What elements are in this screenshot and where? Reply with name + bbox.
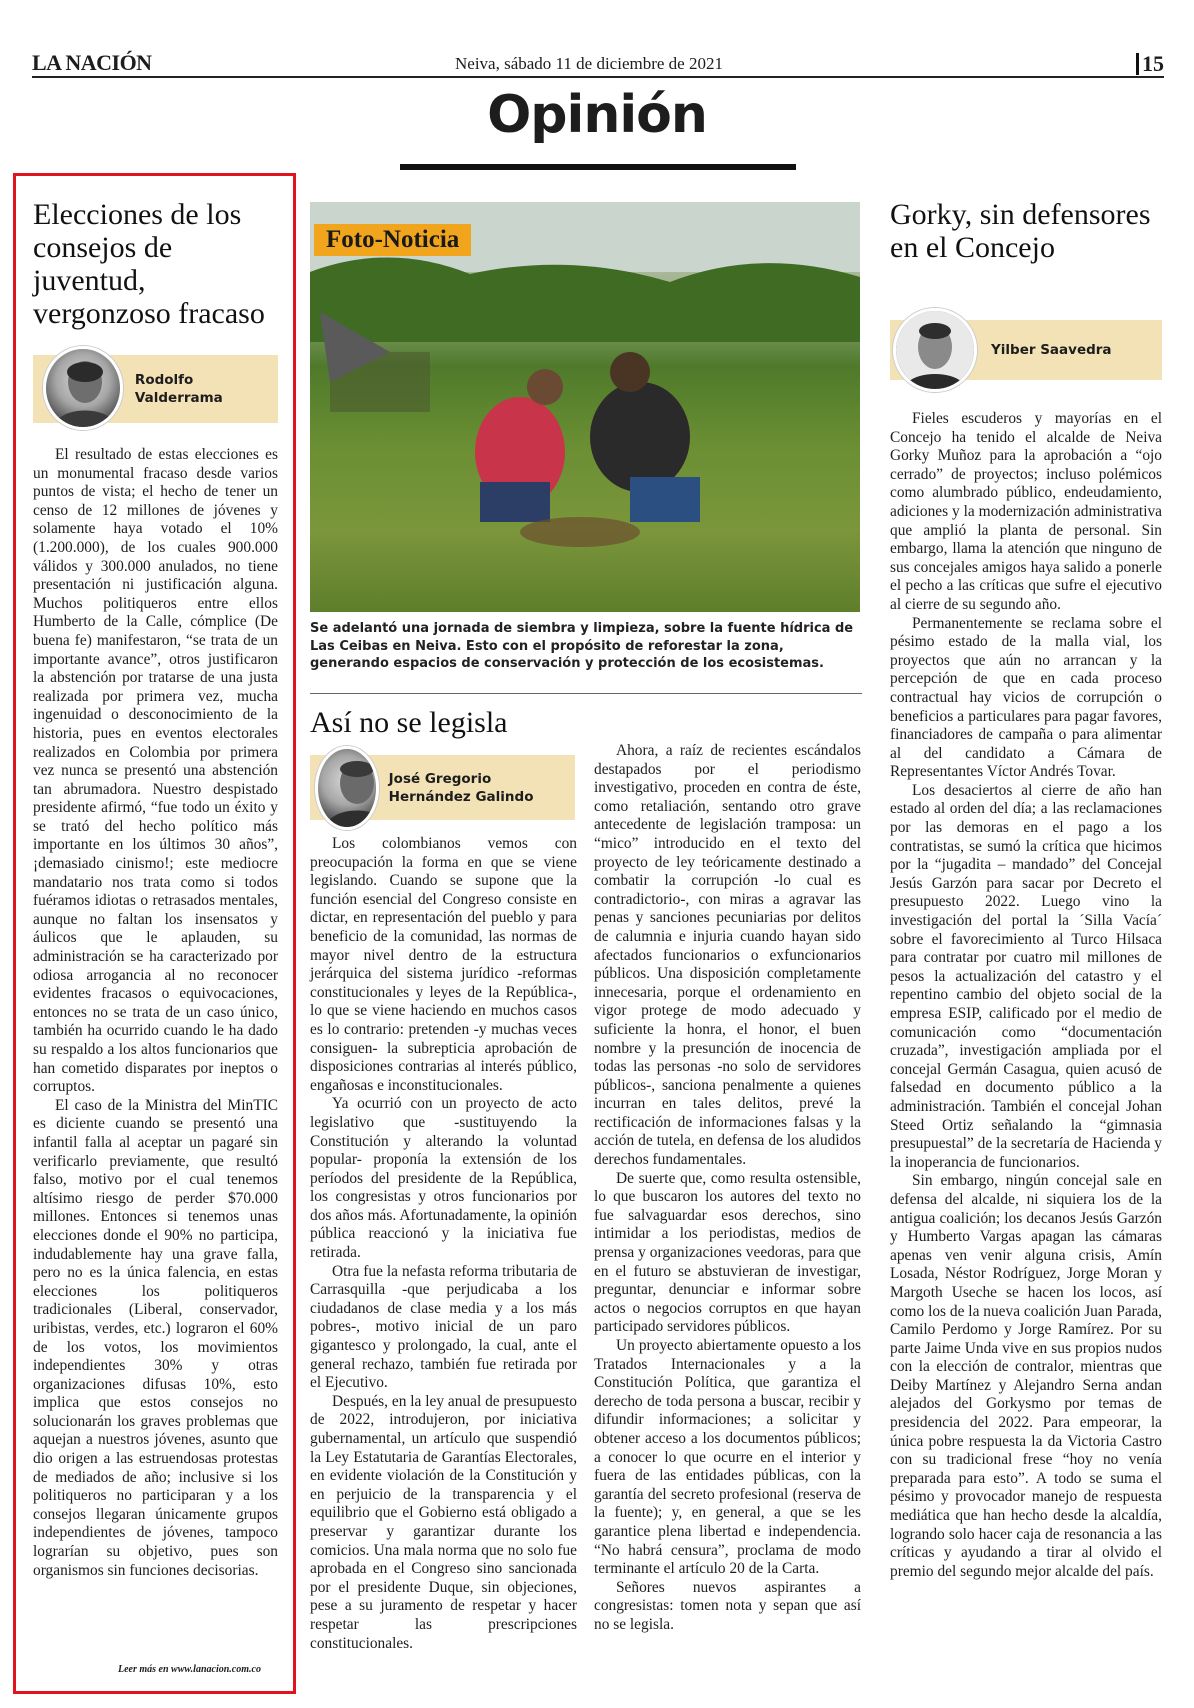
- author-photo: [43, 346, 123, 430]
- col4-author-box: [890, 320, 1162, 380]
- col4-body: [890, 410, 1162, 1581]
- paragraph: Fieles escuderos y mayorías en el Concejo ha tenido el alcalde de Neiva Gorky Muñoz para la aprobación a “ojo cerrado” de proyectos; incluso polémicos como alumbrado público, endeudamiento, adiciones y la modernización administrativa que amplió la planta de personal. Sin embargo, llama la atención que ninguno de sus concejales amigos haya salido a ponerle el pecho a las críticas que sufre el ejecutivo al cierre de su segundo año.: [890, 410, 1162, 613]
- paragraph: Otra fue la nefasta reforma tributaria de Carrasquilla -que perjudicaba a los ciudadanos de clase media y a los más pobres-, motivo inicial de un paro gigantesco y prolongado, la cual, ante el general rechazo, también fue retirada por el Ejecutivo.: [310, 1262, 577, 1392]
- paragraph: Ya ocurrió con un proyecto de acto legislativo que -sustituyendo la Constitución y alterando la voluntad popular- proponía la extensión de los períodos del presidente de la República, los congresistas y otros funcionarios por dos años más. Afortunadamente, la opinión pública reaccionó y la iniciativa fue retirada.: [310, 1095, 577, 1262]
- col1-headline: Elecciones de los consejos de juventud, vergonzoso fracaso: [33, 198, 265, 330]
- col1-body: [33, 446, 278, 1580]
- paragraph: El resultado de estas elecciones es un monumental fracaso desde varios puntos de vista; el hecho de tener un censo de 12 millones de jóvenes y solamente haya votado el 10% (1.200.000), de los cuales 900.000 válidos y 300.000 anulados, no tiene presentación ni justificación alguna. Muchos politiqueros entre ellos Humberto de la Calle, cómplice (De buena fe) manifestaron, “se trata de un importante avance”, otros justificaron la abstención por tratarse de una justa realizada por primera vez, mucha ingenuidad o desconocimiento de la historia, pues en eventos electorales realizados en Colombia por primera vez nunca se presentó una abstención tan abrumadora. Nuestro despistado presidente afirmó, “fue todo un éxito y se trató del hecho político más importante en los últimos 30 años”, ¡demasiado cinismo!; este mediocre mandatario nos trata como si todos fuéramos idiotas o retrasados mentales, aunque no faltan los insensatos y áulicos que le aplauden, su administración se ha caracterizado por odiosa arrogancia al no reconocer evidentes fracasos o equivocaciones, entonces no se trata de un caso único, también ha ocurrido cuando le ha dado su respaldo a los altos funcionarios que han cometido disparates por ineptos o corruptos.: [33, 446, 278, 1096]
- col4-headline: Gorky, sin defensores en el Concejo: [890, 198, 1151, 264]
- newspaper-logo: LA NACIÓN: [32, 50, 152, 75]
- col1-author-box: [33, 355, 278, 423]
- news-photo: [310, 202, 860, 612]
- foto-noticia-tag: Foto-Noticia: [314, 224, 471, 256]
- author-photo: [315, 746, 379, 830]
- paragraph: El caso de la Ministra del MinTIC es diciente cuando se presentó una infantil falla al aceptar un pagaré sin verificarlo previamente, que resultó falso, motivo por el cual tenemos altísimo riesgo de perder $70.000 millones. Entonces si tenemos unas elecciones donde el 90% no participa, indudablemente hay una grave falla, pero no es la única falencia, en estas elecciones los politiqueros tradicionales (Liberal, conservador, uribistas, verdes, etc.) lograron el 60% de los votos, los movimientos independientes 30% y otras organizaciones difusas 10%, esto implica que estos consejos no solucionarán los graves problemas que aquejan a nuestros jóvenes, asunto que dio origen a las estruendosas protestas de mediados de año; inclusive si los politiqueros no participaran y a los consejos llegaran únicamente grupos independientes de jóvenes, tampoco lograrían su objetivo, pues son organismos sin funciones decisorias.: [33, 1096, 278, 1579]
- col2-author-name: José Gregorio Hernández Galindo: [388, 770, 534, 805]
- issue-date: Neiva, sábado 11 de diciembre de 2021: [455, 54, 723, 73]
- col1-author-name: Rodolfo Valderrama: [134, 372, 223, 406]
- read-more-link[interactable]: Leer más en www.lanacion.com.co: [118, 1664, 261, 1675]
- paragraph: Permanentemente se reclama sobre el pésimo estado de la malla vial, los proyectos que aún no arrancan y la percepción de que en cada proceso contractual hay vicios de corrupción o beneficios a particulares para pagar favores, financiadores de campaña o para alimentar al del candidato a Cámara de Representantes Víctor Andrés Tovar.: [890, 614, 1162, 781]
- col2-body-left: [310, 835, 577, 1653]
- section-underline: [400, 164, 796, 170]
- caption-rule: [310, 693, 862, 694]
- paragraph: Los colombianos vemos con preocupación la forma en que se viene legislando. Cuando se supone que la función esencial del Congreso consiste en dictar, en representación del pueblo y para beneficio de la comunidad, las normas de mayor nivel dentro de la estructura jerárquica del sistema jurídico -reformas constitucionales y leyes de la República-, lo que se viene haciendo en muchos casos es lo contrario: pretenden -y muchas veces consiguen- la subrepticia aprobación de disposiciones contrarias al interés público, engañosas e inconstitucionales.: [310, 835, 577, 1094]
- paragraph: Los desaciertos al cierre de año han estado al orden del día; a las reclamaciones por las demoras en el pago a los contratistas, se sumó la crítica que hicimos por la “jugadita – mandado” del Concejal Jesús Garzón para sacar por Decreto el presupuesto 2022. Luego vino la investigación del portal la ´Silla Vacía´ sobre el favorecimiento al Turco Hilsaca para contratar por cuatro mil millones de pesos la actualización del catastro y el repentino cambio del objeto social de la empresa ESIP, calificado por el medio de comunicación como “documentación cruzada”, investigación ampliada por el concejal Germán Casagua, quien acusó de falsedad en documento público a la administración. También el concejal Johan Steed Ortiz señalando la “gimnasia presupuestal” de la secretaría de Hacienda y la inoperancia de funcionarios.: [890, 781, 1162, 1171]
- photo-caption: Se adelantó una jornada de siembra y limpieza, sobre la fuente hídrica de Las Ceibas en Neiva. Esto con el propósito de reforestar la zona, generando espacios de conservación y protección de los ecosistemas.: [310, 621, 854, 671]
- col2-body-right: [594, 742, 861, 1635]
- col2-headline: Así no se legisla: [310, 706, 508, 739]
- paragraph: De suerte que, como resulta ostensible, lo que buscaron los autores del texto no fue salvaguardar esos derechos, sino intimidar a los periodistas, medios de prensa y organizaciones veedoras, para que en el futuro se abstuvieran de investigar, preguntar, denunciar e informar sobre actos o negocios corruptos en que hayan participado servidores públicos.: [594, 1169, 861, 1336]
- paragraph: Ahora, a raíz de recientes escándalos destapados por el periodismo investigativo, proceden en contra de éste, como retaliación, sentando otro grave antecedente de legislación tramposa: un “mico” introducido en el texto del proyecto de ley teóricamente destinado a combatir la corrupción -lo cual es contradictorio-, con miras a agravar las penas y sanciones pecuniarias por delitos de calumnia e injuria cuando hayan sido afectados funcionarios o exfuncionarios públicos. Una disposición completamente innecesaria, porque el ordenamiento en vigor protege de modo adecuado y suficiente la honra, el honor, el buen nombre y la presunción de inocencia de todas las personas -no solo de servidores públicos-, sanciona penalmente a quienes incurran en tales delitos, prevé la rectificación de informaciones falsas y la acción de tutela, en defensa de los aludidos derechos fundamentales.: [594, 742, 861, 1169]
- masthead-rule: [32, 76, 1164, 78]
- paragraph: Señores nuevos aspirantes a congresistas: tomen nota y sepan que así no se legisla.: [594, 1578, 861, 1633]
- paragraph: Un proyecto abiertamente opuesto a los Tratados Internacionales y a la Constitución Política, que garantiza el derecho de toda persona a buscar, recibir y difundir informaciones; a solicitar y obtener acceso a los documentos públicos; a conocer lo que ocurre en el interior y fuera de las entidades públicas, con la garantía del secreto profesional (reserva de la fuente); y, en general, a que se les garantice plena libertad e independencia. “No habrá censura”, proclama de modo terminante el artículo 20 de la Carta.: [594, 1337, 861, 1578]
- paragraph: Después, en la ley anual de presupuesto de 2022, introdujeron, por iniciativa gubernamental, un artículo que suspendió la Ley Estatutaria de Garantías Electorales, en evidente violación de la Constitución y en perjuicio de la transparencia y el equilibrio que el Gobierno está obligado a preservar y garantizar durante los comicios. Una mala norma que no solo fue aprobada en el Congreso sino sancionada por el presidente Duque, sin objeciones, pese a su juramento de respetar y hacer respetar las prescripciones constitucionales.: [310, 1392, 577, 1652]
- section-title: Opinión: [487, 85, 707, 145]
- page-number: 15: [1136, 53, 1164, 75]
- col4-author-name: Yilber Saavedra: [991, 342, 1112, 358]
- paragraph: Sin embargo, ningún concejal sale en defensa del alcalde, ni siquiera los de la antigua coalición; los decanos Jesús Garzón y Humberto Vargas apagan las cámaras apenas ven venir alguna crisis, Amín Losada, Néstor Rodríguez, Jorge Moran y Margoth Useche se hacen los locos, así como los de la nueva coalición Juan Parada, Camilo Perdomo y Jorge Ramírez. Por su parte Jaime Unda vive en sus propios nudos con la elección de contralor, mientras que Deiby Martínez y Alejandro Serna andan alejados del Gorkysmo por temas de presidencia del 2022. Para empeorar, la única pobre respuesta la da Victoria Castro con su tradicional frese “hoy no venía preparada para esto”. A todo se suma el pésimo y provocador manejo de respuesta mediática que han hecho desde la alcaldía, logrando solo hacer caja de resonancia a las críticas y ayudando a tirar al olvido el premio del segundo mejor alcalde del país.: [890, 1172, 1162, 1580]
- col2-author-box: [310, 755, 575, 820]
- author-photo: [893, 308, 977, 392]
